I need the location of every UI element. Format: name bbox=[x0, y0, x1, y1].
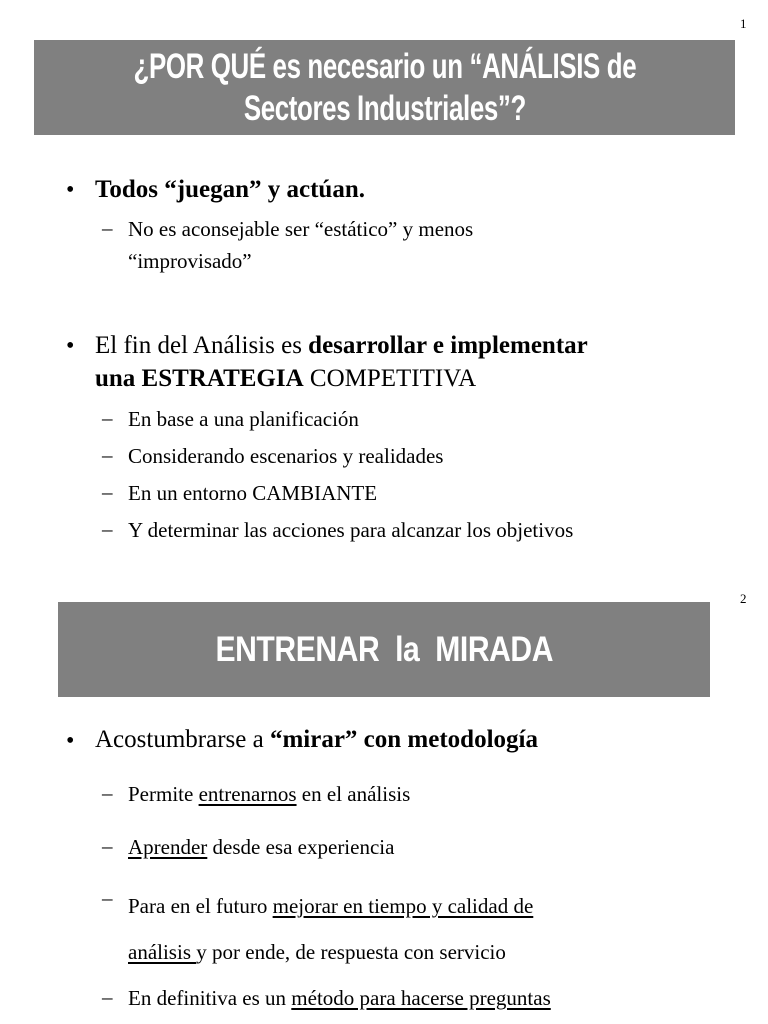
slide1-bullet2-part1: El fin del Análisis es bbox=[95, 332, 309, 359]
slide1-bullet1 bbox=[95, 174, 365, 206]
slide2-sub2 bbox=[128, 831, 394, 863]
slide1-title-line1: ¿POR QUÉ es necesario un “ANÁLISIS de bbox=[133, 46, 636, 86]
slide1-bullet2-bold1: desarrollar e implementar bbox=[308, 332, 588, 359]
slide2-sub1-part1: Permite bbox=[128, 782, 199, 806]
bullet-icon: • bbox=[66, 728, 75, 754]
slide2-sub1-underline: entrenarnos bbox=[198, 782, 297, 806]
slide2-bullet1-part1: Acostumbrarse a bbox=[95, 726, 270, 753]
slide1-bullet2-sub4: Y determinar las acciones para alcanzar los objetivos bbox=[128, 518, 574, 542]
slide2-sub4 bbox=[128, 982, 551, 1014]
bullet-icon: • bbox=[66, 333, 75, 359]
slide1-bullet2 bbox=[95, 329, 588, 395]
dash-icon: – bbox=[102, 834, 113, 858]
slide2-sub3-underline2: análisis bbox=[128, 940, 197, 964]
slide2-title-bar bbox=[58, 602, 710, 697]
dash-icon: – bbox=[102, 985, 113, 1009]
dash-icon: – bbox=[102, 886, 113, 910]
slide2-title: ENTRENAR la MIRADA bbox=[215, 629, 553, 669]
slide2-sub3-part1: Para en el futuro bbox=[128, 894, 273, 918]
slide2-sub2-underline: Aprender bbox=[128, 835, 208, 859]
dash-icon: – bbox=[102, 216, 113, 240]
dash-icon: – bbox=[102, 517, 113, 541]
slide1-bullet2-part2: COMPETITIVA bbox=[303, 365, 477, 392]
bullet-icon: • bbox=[66, 177, 75, 203]
slide1-bullet1-text: Todos “juegan” y actúan. bbox=[95, 176, 365, 203]
slide1-title bbox=[92, 46, 677, 130]
slide1-bullet2-sub1: En base a una planificación bbox=[128, 407, 359, 431]
slide2-bullet1-bold: “mirar” con metodología bbox=[269, 726, 538, 753]
slide1-bullet2-sub3: En un entorno CAMBIANTE bbox=[128, 481, 378, 505]
slide1-bullet2-bold2: una ESTRATEGIA bbox=[95, 365, 304, 392]
slide2-bullet1 bbox=[95, 724, 538, 756]
slide1-title-bar bbox=[34, 40, 735, 135]
slide2-sub3-part2: y por ende, de respuesta con servicio bbox=[196, 940, 506, 964]
dash-icon: – bbox=[102, 406, 113, 430]
dash-icon: – bbox=[102, 480, 113, 504]
dash-icon: – bbox=[102, 443, 113, 467]
slide2-sub2-part2: desde esa experiencia bbox=[207, 835, 395, 859]
slide2-sub1-part2: en el análisis bbox=[296, 782, 411, 806]
slide2-sub4-underline: método para hacerse preguntas bbox=[291, 986, 551, 1010]
slide-number-1: 1 bbox=[740, 16, 747, 31]
slide1-sub1-line1: No es aconsejable ser “estático” y menos bbox=[128, 217, 474, 241]
slide2-sub1 bbox=[128, 778, 410, 810]
slide2-sub3 bbox=[128, 883, 533, 975]
slide1-bullet2-sub2: Considerando escenarios y realidades bbox=[128, 444, 444, 468]
slide1-title-line2: Sectores Industriales”? bbox=[243, 88, 526, 128]
slide2-sub3-underline1: mejorar en tiempo y calidad de bbox=[272, 894, 534, 918]
slide-number-2: 2 bbox=[740, 591, 747, 606]
slide1-bullet1-sub1 bbox=[128, 213, 473, 277]
slide2-sub4-part1: En definitiva es un bbox=[128, 986, 292, 1010]
dash-icon: – bbox=[102, 781, 113, 805]
slide1-sub1-line2: “improvisado” bbox=[128, 249, 252, 273]
